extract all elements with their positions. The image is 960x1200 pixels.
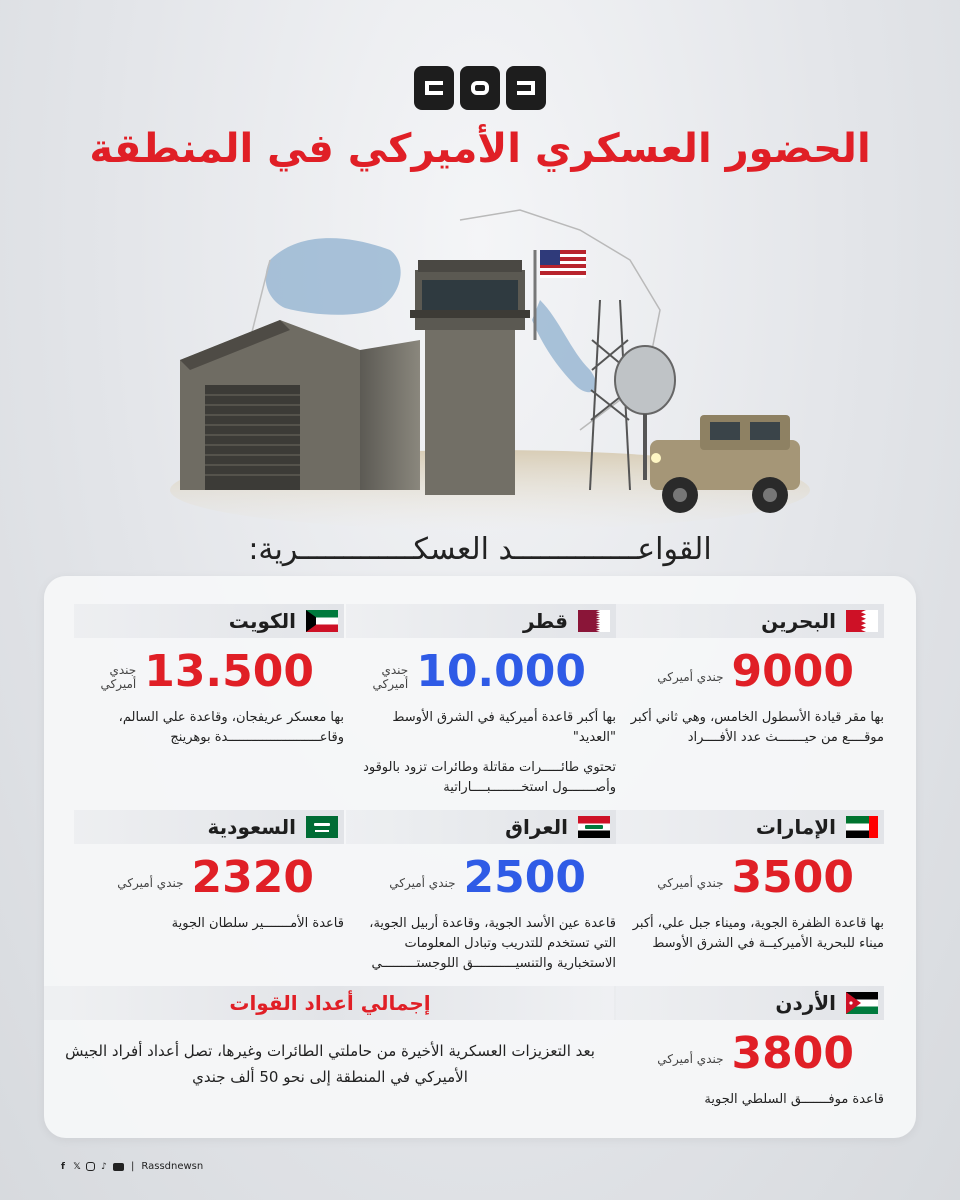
total-forces-title: إجمالي أعداد القوات	[44, 986, 616, 1020]
tiktok-icon[interactable]: ♪	[101, 1161, 107, 1172]
country-name: قطر	[522, 609, 568, 633]
troop-unit: جندي أميركي	[389, 876, 456, 890]
country-card-iraq	[346, 810, 616, 974]
troop-count: 3800	[731, 1028, 854, 1079]
country-desc: قاعدة موفـــــــق السلطي الجوية	[704, 1092, 884, 1107]
country-name: البحرين	[761, 609, 836, 633]
country-header	[74, 604, 344, 638]
facebook-icon[interactable]: f	[61, 1161, 65, 1172]
saudi-flag-icon	[306, 816, 338, 838]
instagram-icon[interactable]	[86, 1162, 95, 1171]
troop-count: 2500	[463, 852, 586, 903]
social-footer	[58, 1161, 203, 1172]
country-desc: قاعدة عين الأسد الجوية، وقاعدة أربيل الجوية، التي تستخدم للتدريب وتبادل المعلومات الاستخبارية والتنسيـــــــــــق اللوجستـــــــــي	[369, 916, 616, 971]
footer-handle[interactable]: Rassdnewsn	[141, 1161, 204, 1172]
youtube-icon[interactable]	[113, 1163, 124, 1171]
country-name: العراق	[505, 815, 568, 839]
troop-unit: جندي أميركي	[657, 876, 724, 890]
kuwait-flag-icon	[306, 610, 338, 632]
country-name: الإمارات	[755, 815, 836, 839]
troop-count: 3500	[731, 852, 854, 903]
troop-unit: جندي أميركي	[657, 1052, 724, 1066]
country-desc-2: تحتوي طائـــــرات مقاتلة وطائرات تزود بالوقود وأصـــــــول استخــــــــبــــاراتية	[363, 760, 616, 795]
total-forces-block	[44, 986, 616, 1090]
country-desc: بها قاعدة الظفرة الجوية، وميناء جبل علي، أكبر ميناء للبحرية الأميركيــة في الشرق الأوسط	[632, 916, 884, 951]
country-card-bahrain	[614, 604, 884, 748]
country-name: الأردن	[775, 991, 836, 1015]
country-name: الكويت	[228, 609, 296, 633]
troop-count: 9000	[731, 646, 854, 697]
country-name: السعودية	[207, 815, 296, 839]
troop-count: 2320	[191, 852, 314, 903]
country-desc: قاعدة الأمـــــــير سلطان الجوية	[171, 916, 344, 931]
country-header	[614, 604, 884, 638]
country-header	[74, 810, 344, 844]
qatar-flag-icon	[578, 610, 610, 632]
x-icon[interactable]: 𝕏	[73, 1161, 81, 1172]
brand-logo	[414, 66, 546, 110]
troop-count: 10.000	[416, 646, 586, 697]
country-card-qatar	[346, 604, 616, 798]
military-base-illustration	[160, 190, 820, 530]
troop-unit: جندي أميركي	[117, 876, 184, 890]
iraq-flag-icon	[578, 816, 610, 838]
total-forces-text: بعد التعزيزات العسكرية الأخيرة من حاملتي الطائرات وغيرها، تصل أعداد أفراد الجيش الأميركي في المنطقة إلى نحو 50 ألف جندي	[65, 1042, 595, 1086]
troop-count: 13.500	[144, 646, 314, 697]
uae-flag-icon	[846, 816, 878, 838]
jordan-flag-icon	[846, 992, 878, 1014]
country-header	[614, 986, 884, 1020]
country-card-kuwait	[74, 604, 344, 748]
country-header	[346, 810, 616, 844]
country-header	[346, 604, 616, 638]
page-title: الحضور العسكري الأميركي في المنطقة	[89, 126, 871, 172]
bahrain-flag-icon	[846, 610, 878, 632]
country-desc: بها مقر قيادة الأسطول الخامس، وهي ثاني أكبر موقــــع من حيـــــــث عدد الأفــــراد	[630, 710, 884, 745]
troop-unit: جندي أميركي	[657, 670, 724, 684]
section-title: القواعــــــــــــــد العسكـــــــــــــرية:	[248, 532, 712, 567]
country-desc: بها أكبر قاعدة أميركية في الشرق الأوسط "العديد"	[392, 710, 616, 745]
country-card-jordan	[614, 986, 884, 1110]
country-desc: بها معسكر عريفجان، وقاعدة علي السالم، وقاعــــــــــــــــــــــــدة بوهرينج	[118, 710, 344, 745]
country-card-uae	[614, 810, 884, 954]
footer-separator: |	[131, 1161, 135, 1172]
country-card-saudi	[74, 810, 344, 934]
country-header	[614, 810, 884, 844]
troop-unit: جندي أميركي	[372, 663, 409, 691]
troop-unit: جندي أميركي	[100, 663, 137, 691]
